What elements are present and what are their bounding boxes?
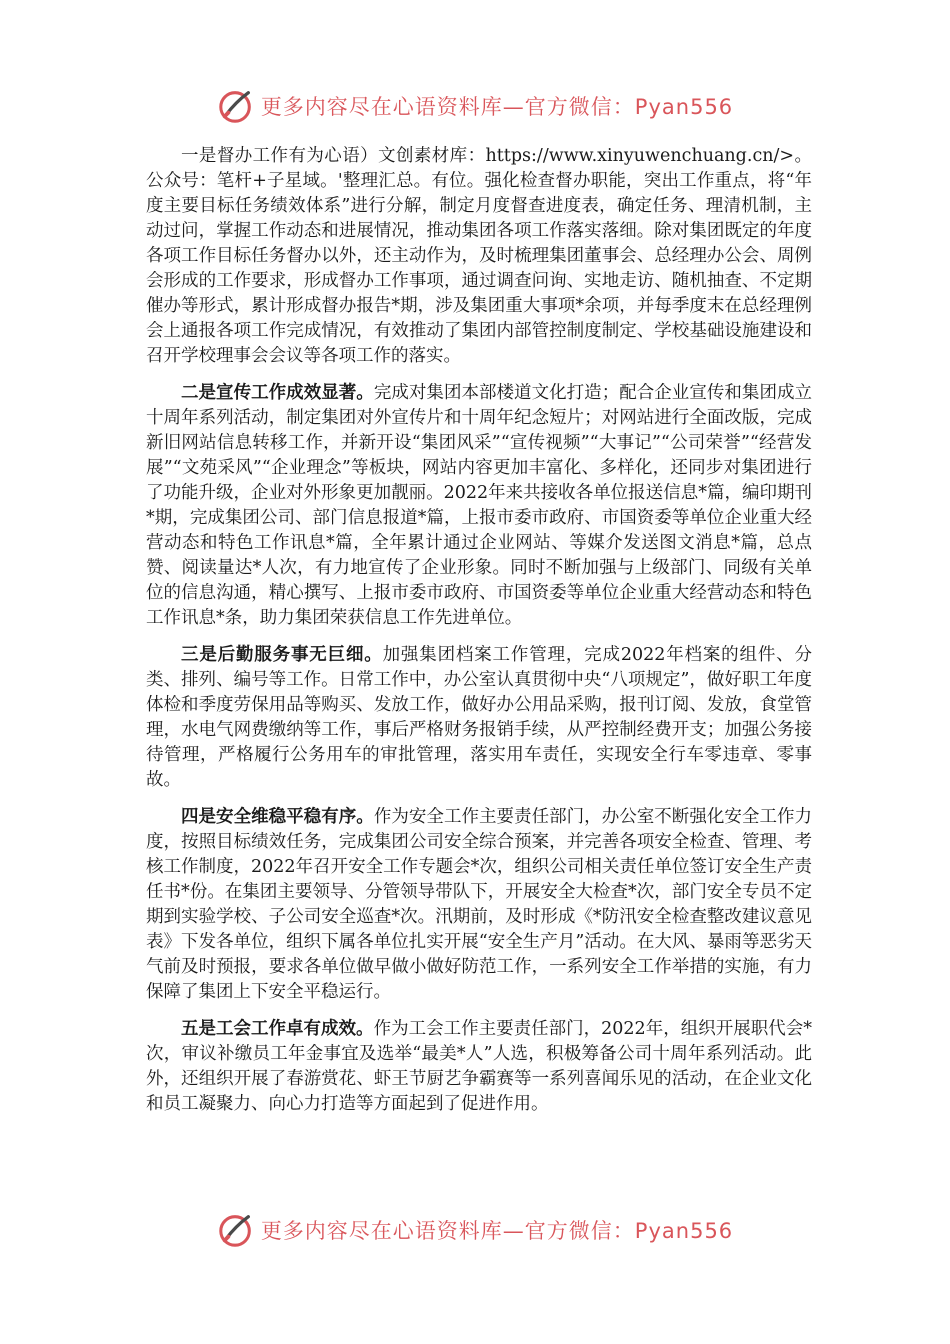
watermark-text: 更多内容尽在心语资料库—官方微信：Pyan556 bbox=[260, 95, 734, 119]
header-watermark bbox=[0, 84, 950, 128]
paragraph-2 bbox=[146, 381, 812, 631]
brush-logo-icon bbox=[217, 1211, 255, 1249]
paragraph-text: 加强集团档案工作管理，完成2022年档案的组件、分类、排列、编号等工作。日常工作中，办公室认真贯彻中央“八项规定”，做好职工年度体检和季度劳保用品等购买、发放工作，做好办公用品采购，报刊订阅、发放，食堂管理，水电气网费缴纳等工作，事后严格财务报销手续，从严控制经费开支；加强公务接待管理，严格履行公务用车的审批管理，落实用车责任，实现安全行车零违章、零事故。 bbox=[146, 645, 812, 790]
paragraph-lead: 二是宣传工作成效显著。 bbox=[181, 383, 374, 403]
paragraph-lead: 五是工会工作卓有成效。 bbox=[181, 1019, 374, 1039]
footer-watermark bbox=[0, 1208, 950, 1252]
brush-logo-icon bbox=[217, 87, 255, 125]
paragraph-text: 作为安全工作主要责任部门，办公室不断强化安全工作力度，按照目标绩效任务，完成集团公司安全综合预案，并完善各项安全检查、管理、考核工作制度，2022年召开安全工作专题会*次，组织公司相关责任单位签订安全生产责任书*份。在集团主要领导、分管领导带队下，开展安全大检查*次，部门安全专员不定期到实验学校、子公司安全巡查*次。汛期前，及时形成《*防汛安全检查整改建议意见表》下发各单位，组织下属各单位扎实开展“安全生产月”活动。在大风、暴雨等恶劣天气前及时预报，要求各单位做早做小做好防范工作，一系列安全工作举措的实施，有力保障了集团上下安全平稳运行。 bbox=[146, 807, 813, 1002]
paragraph-1 bbox=[146, 144, 812, 369]
paragraph-4 bbox=[146, 805, 812, 1005]
paragraph-text: 一是督办工作有为心语）文创素材库：https://www.xinyuwenchuang.cn/>。公众号：笔杆+子星域。'整理汇总。有位。强化检查督办职能，突出工作重点，将“年度主要目标任务绩效体系”进行分解，制定月度督查进度表，确定任务、理清机制，主动过问，掌握工作动态和进展情况，推动集团各项工作落实落细。除对集团既定的年度各项工作目标任务督办以外，还主动作为，及时梳理集团董事会、总经理办公会、周例会形成的工作要求，形成督办工作事项，通过调查问询、实地走访、随机抽查、不定期催办等形式，累计形成督办报告*期，涉及集团重大事项*余项，并每季度末在总经理例会上通报各项工作完成情况，有效推动了集团内部管控制度制定、学校基础设施建设和召开学校理事会会议等各项工作的落实。 bbox=[146, 146, 812, 366]
paragraph-text: 作为工会工作主要责任部门，2022年，组织开展职代会*次，审议补缴员工年金事宜及选举“最美*人”人选，积极筹备公司十周年系列活动。此外，还组织开展了春游赏花、虾王节厨艺争霸赛等一系列喜闻乐见的活动，在企业文化和员工凝聚力、向心力打造等方面起到了促进作用。 bbox=[146, 1019, 813, 1114]
document-body bbox=[146, 144, 812, 1129]
paragraph-5 bbox=[146, 1017, 812, 1117]
paragraph-text: 完成对集团本部楼道文化打造；配合企业宣传和集团成立十周年系列活动，制定集团对外宣传片和十周年纪念短片；对网站进行全面改版，完成新旧网站信息转移工作，并新开设“集团风采”“宣传视频”“大事记”“公司荣誉”“经营发展”“文苑采风”“企业理念”等板块，网站内容更加丰富化、多样化，还同步对集团进行了功能升级，企业对外形象更加靓丽。2022年来共接收各单位报送信息*篇，编印期刊*期，完成集团公司、部门信息报道*篇，上报市委市政府、市国资委等单位企业重大经营动态和特色工作讯息*篇，全年累计通过企业网站、等媒介发送图文消息*篇，总点赞、阅读量达*人次，有力地宣传了企业形象。同时不断加强与上级部门、同级有关单位的信息沟通，精心撰写、上报市委市政府、市国资委等单位企业重大经营动态和特色工作讯息*条，助力集团荣获信息工作先进单位。 bbox=[146, 383, 813, 628]
paragraph-lead: 三是后勤服务事无巨细。 bbox=[181, 645, 383, 665]
paragraph-3 bbox=[146, 643, 812, 793]
watermark-text: 更多内容尽在心语资料库—官方微信：Pyan556 bbox=[260, 1219, 734, 1243]
paragraph-lead: 四是安全维稳平稳有序。 bbox=[181, 807, 374, 827]
